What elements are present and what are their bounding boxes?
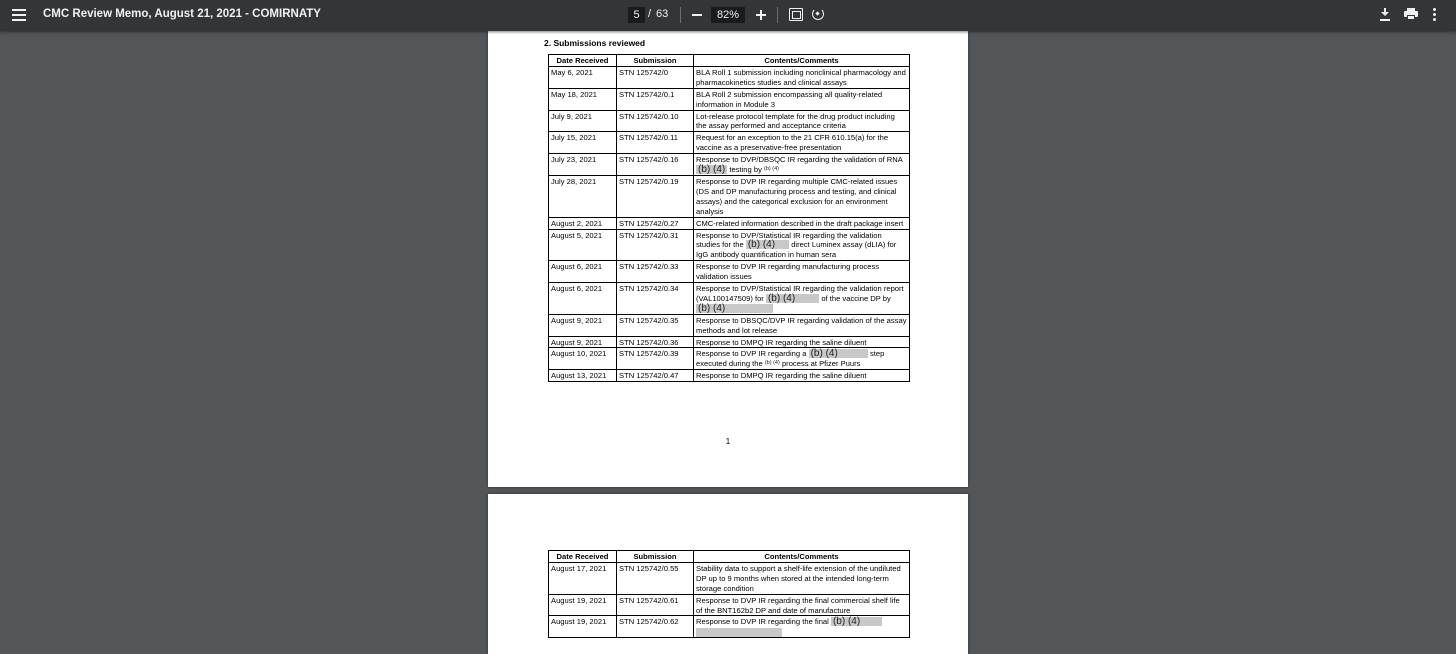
submission-cell: STN 125742/0.36	[617, 336, 694, 348]
comment-cell: Response to DMPQ IR regarding the saline diluent	[694, 336, 910, 348]
comment-text: of the vaccine DP by	[821, 293, 891, 303]
comment-cell: Stability data to support a shelf-life extension of the undiluted DP up to 9 months when stored at the intended long-term storage condition	[694, 562, 910, 594]
submission-cell: STN 125742/0.16	[617, 154, 694, 176]
page-number-input[interactable]: 5	[628, 7, 645, 23]
rotate-icon[interactable]	[811, 7, 826, 22]
pdf-page	[488, 494, 968, 654]
comment-cell	[694, 616, 910, 638]
column-header: Contents/Comments	[694, 55, 910, 67]
comment-cell: Response to DBSQC/DVP IR regarding validation of the assay methods and lot release	[694, 314, 910, 336]
submission-cell: STN 125742/0.19	[617, 175, 694, 217]
comment-cell	[694, 348, 910, 370]
date-cell: August 17, 2021	[549, 562, 617, 594]
table-row	[549, 616, 910, 638]
table-row	[549, 348, 910, 370]
date-cell: August 13, 2021	[549, 370, 617, 382]
date-cell: May 18, 2021	[549, 88, 617, 110]
table-row	[549, 175, 910, 217]
column-header: Contents/Comments	[694, 551, 910, 563]
page-footer-number: 1	[725, 437, 731, 446]
submission-cell: STN 125742/0.27	[617, 217, 694, 229]
comment-cell: Response to DVP IR regarding the final commercial shelf life of the BNT162b2 DP and date of manufacture	[694, 594, 910, 616]
date-cell: May 6, 2021	[549, 66, 617, 88]
table-row	[549, 66, 910, 88]
date-cell: August 9, 2021	[549, 314, 617, 336]
menu-icon[interactable]	[10, 7, 28, 23]
column-header: Date Received	[549, 551, 617, 563]
comment-cell: Response to DMPQ IR regarding the saline diluent	[694, 370, 910, 382]
zoom-out-icon[interactable]	[690, 7, 704, 23]
date-cell: July 9, 2021	[549, 110, 617, 132]
table-row	[549, 261, 910, 283]
table-row	[549, 314, 910, 336]
date-cell: August 19, 2021	[549, 616, 617, 638]
section-heading: 2. Submissions reviewed	[544, 38, 646, 48]
submission-cell: STN 125742/0.33	[617, 261, 694, 283]
comment-text: Response to DVP/Statistical IR regarding the validation studies for the	[696, 230, 882, 250]
column-header: Date Received	[549, 55, 617, 67]
comment-text: process at Pfizer Puurs	[781, 359, 861, 369]
comment-text: testing by	[729, 165, 762, 175]
date-cell: August 19, 2021	[549, 594, 617, 616]
comment-cell: BLA Roll 1 submission including nonclinical pharmacology and pharmacokinetics studies and clinical assays	[694, 66, 910, 88]
date-cell: July 23, 2021	[549, 154, 617, 176]
redaction-mark: (b) (4)	[746, 240, 789, 249]
comment-text: step executed during the	[696, 349, 885, 369]
comment-text: Response to DVP IR regarding a	[696, 349, 807, 359]
redaction-block	[696, 628, 782, 637]
table-row	[549, 229, 910, 261]
submission-cell: STN 125742/0.1	[617, 88, 694, 110]
comment-text: direct Luminex assay (dLIA) for IgG antibody quantification in human sera	[696, 240, 897, 260]
submission-cell: STN 125742/0.55	[617, 562, 694, 594]
comment-cell: Response to DVP IR regarding multiple CMC-related issues (DS and DP manufacturing process and testing, and clinical assays) and the categorical exclusion for an environment analysis	[694, 175, 910, 217]
print-icon[interactable]	[1404, 8, 1418, 21]
date-cell: August 6, 2021	[549, 261, 617, 283]
date-cell: July 28, 2021	[549, 175, 617, 217]
submissions-table	[548, 54, 910, 382]
page-separator: /	[648, 8, 652, 20]
comment-cell	[694, 154, 910, 176]
redaction-mark: (b) (4)	[698, 164, 726, 176]
table-row	[549, 370, 910, 382]
table-row	[549, 110, 910, 132]
table-row	[549, 132, 910, 154]
comment-cell: Lot-release protocol template for the drug product including the assay performed and acceptance criteria	[694, 110, 910, 132]
submission-cell: STN 125742/0.61	[617, 594, 694, 616]
fit-to-page-icon[interactable]	[789, 8, 803, 21]
zoom-in-icon[interactable]	[754, 7, 768, 23]
table-row	[549, 336, 910, 348]
date-cell: August 9, 2021	[549, 336, 617, 348]
date-cell: August 6, 2021	[549, 283, 617, 315]
table-row	[549, 562, 910, 594]
toolbar-divider	[777, 7, 778, 23]
table-row	[549, 217, 910, 229]
submission-cell: STN 125742/0.31	[617, 229, 694, 261]
comment-cell: CMC-related information described in the draft package insert	[694, 217, 910, 229]
table-row	[549, 154, 910, 176]
redaction-mark: (b) (4)	[766, 294, 819, 303]
column-header: Submission	[617, 551, 694, 563]
comment-cell: Request for an exception to the 21 CFR 610.15(a) for the vaccine as a preservative-free presentation	[694, 132, 910, 154]
submission-cell: STN 125742/0.11	[617, 132, 694, 154]
submission-cell: STN 125742/0.35	[617, 314, 694, 336]
pdf-page	[488, 31, 968, 487]
download-icon[interactable]	[1379, 8, 1391, 22]
submission-cell: STN 125742/0.47	[617, 370, 694, 382]
table-header-row	[549, 55, 910, 67]
zoom-level-input[interactable]: 82%	[711, 7, 745, 23]
table-row	[549, 283, 910, 315]
redaction-mark: (b) (4)	[764, 166, 779, 173]
date-cell: July 15, 2021	[549, 132, 617, 154]
comment-text: Response to DVP/Statistical IR regarding the validation report (VAL100147509) for	[696, 284, 904, 303]
submission-cell: STN 125742/0.39	[617, 348, 694, 370]
column-header: Submission	[617, 55, 694, 67]
submission-cell: STN 125742/0.10	[617, 110, 694, 132]
table-row	[549, 594, 910, 616]
date-cell: August 10, 2021	[549, 348, 617, 370]
comment-cell: Response to DVP IR regarding manufacturing process validation issues	[694, 261, 910, 283]
date-cell: August 2, 2021	[549, 217, 617, 229]
submission-cell: STN 125742/0.62	[617, 616, 694, 638]
comment-cell	[694, 283, 910, 315]
date-cell: August 5, 2021	[549, 229, 617, 261]
toolbar-divider	[680, 7, 681, 23]
comment-text: Response to DVP/DBSQC IR regarding the validation of RNA	[696, 155, 903, 165]
total-pages: 63	[656, 8, 669, 20]
table-header-row	[549, 551, 910, 563]
comment-cell: BLA Roll 2 submission encompassing all quality-related information in Module 3	[694, 88, 910, 110]
comment-text: Response to DVP IR regarding the final	[696, 617, 829, 627]
redaction-mark: (b) (4)	[696, 304, 773, 313]
submission-cell: STN 125742/0	[617, 66, 694, 88]
pdf-toolbar	[0, 0, 1456, 31]
submissions-table	[548, 550, 910, 638]
table-row	[549, 88, 910, 110]
redaction-mark: (b) (4)	[764, 360, 780, 367]
document-title: CMC Review Memo, August 21, 2021 - COMIRNATY	[43, 8, 321, 20]
more-options-icon[interactable]	[1431, 8, 1437, 22]
submission-cell: STN 125742/0.34	[617, 283, 694, 315]
comment-cell	[694, 229, 910, 261]
redaction-mark: (b) (4)	[809, 349, 868, 358]
redaction-mark: (b) (4)	[831, 617, 882, 626]
